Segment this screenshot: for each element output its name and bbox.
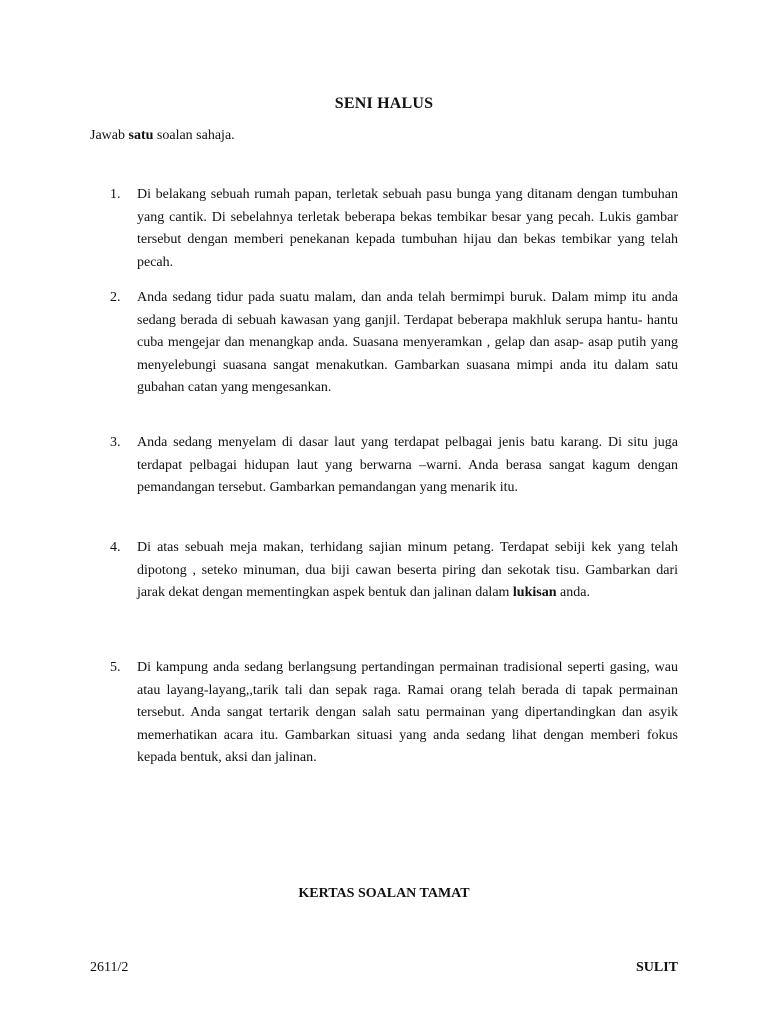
question-5 [110,657,678,770]
question-text [137,537,678,605]
question-text: Di belakang sebuah rumah papan, terletak sebuah pasu bunga yang ditanam dengan tumbuhan yang cantik. Di sebelahnya terletak beberapa bekas tembikar besar yang pecah. Lukis gambar tersebut dengan memberi penekanan kepada tumbuhan hijau dan bekas tembikar yang telah pecah. [137,187,678,270]
question-text: Anda sedang menyelam di dasar laut yang terdapat pelbagai jenis batu karang. Di situ juga terdapat pelbagai hidupan laut yang berwarna –warni. Anda berasa sangat kagum dengan pemandangan tersebut. Gambarkan pemandangan yang menarik itu. [137,435,678,495]
question-text-main: Di atas sebuah meja makan, terhidang sajian minum petang. Terdapat sebiji kek yang telah dipotong , seteko minuman, dua biji cawan beserta piring dan sekotak tisu. Gambarkan dari jarak dekat dengan mementingkan aspek bentuk dan jalinan dalam [137,540,678,600]
question-1 [110,184,678,274]
question-3 [110,432,678,500]
instruction-suffix: soalan sahaja. [153,128,235,143]
question-text: Anda sedang tidur pada suatu malam, dan anda telah bermimpi buruk. Dalam mimp itu anda sedang berada di sebuah kawasan yang ganjil. Terdapat beberapa makhluk serupa hantu- hantu cuba mengejar dan menangkap anda. Suasana menyeramkan , gelap dan asap- asap putih yang menyelebungi suasana sangat menakutkan. Gambarkan suasana mimpi anda itu dalam satu gubahan catan yang mengesankan. [137,290,678,395]
question-number: 5. [110,660,121,675]
instruction-bold: satu [128,128,154,143]
page-title: SENI HALUS [334,95,434,112]
question-2 [110,287,678,400]
footer-classification: SULIT [635,960,678,975]
question-text: Di kampung anda sedang berlangsung pertandingan permainan tradisional seperti gasing, wau atau layang-layang,,tarik tali dan sepak raga. Ramai orang telah berada di tapak permainan tersebut. Anda sangat tertarik dengan salah satu permainan yang dipertandingkan dan asyik memerhatikan acara itu. Gambarkan situasi yang anda sedang lihat dengan memberi fokus kepada bentuk, aksi dan jalinan. [137,660,678,765]
question-text-bold: lukisan [512,585,557,600]
instruction [90,128,235,144]
question-text-tail: anda. [556,585,590,600]
question-number: 1. [110,187,121,202]
question-number: 4. [110,540,121,555]
footer-paper-code: 2611/2 [90,960,129,975]
question-4 [110,537,678,605]
end-of-paper-title: KERTAS SOALAN TAMAT [298,886,470,901]
instruction-prefix: Jawab [90,128,129,143]
question-number: 2. [110,290,121,305]
question-number: 3. [110,435,121,450]
